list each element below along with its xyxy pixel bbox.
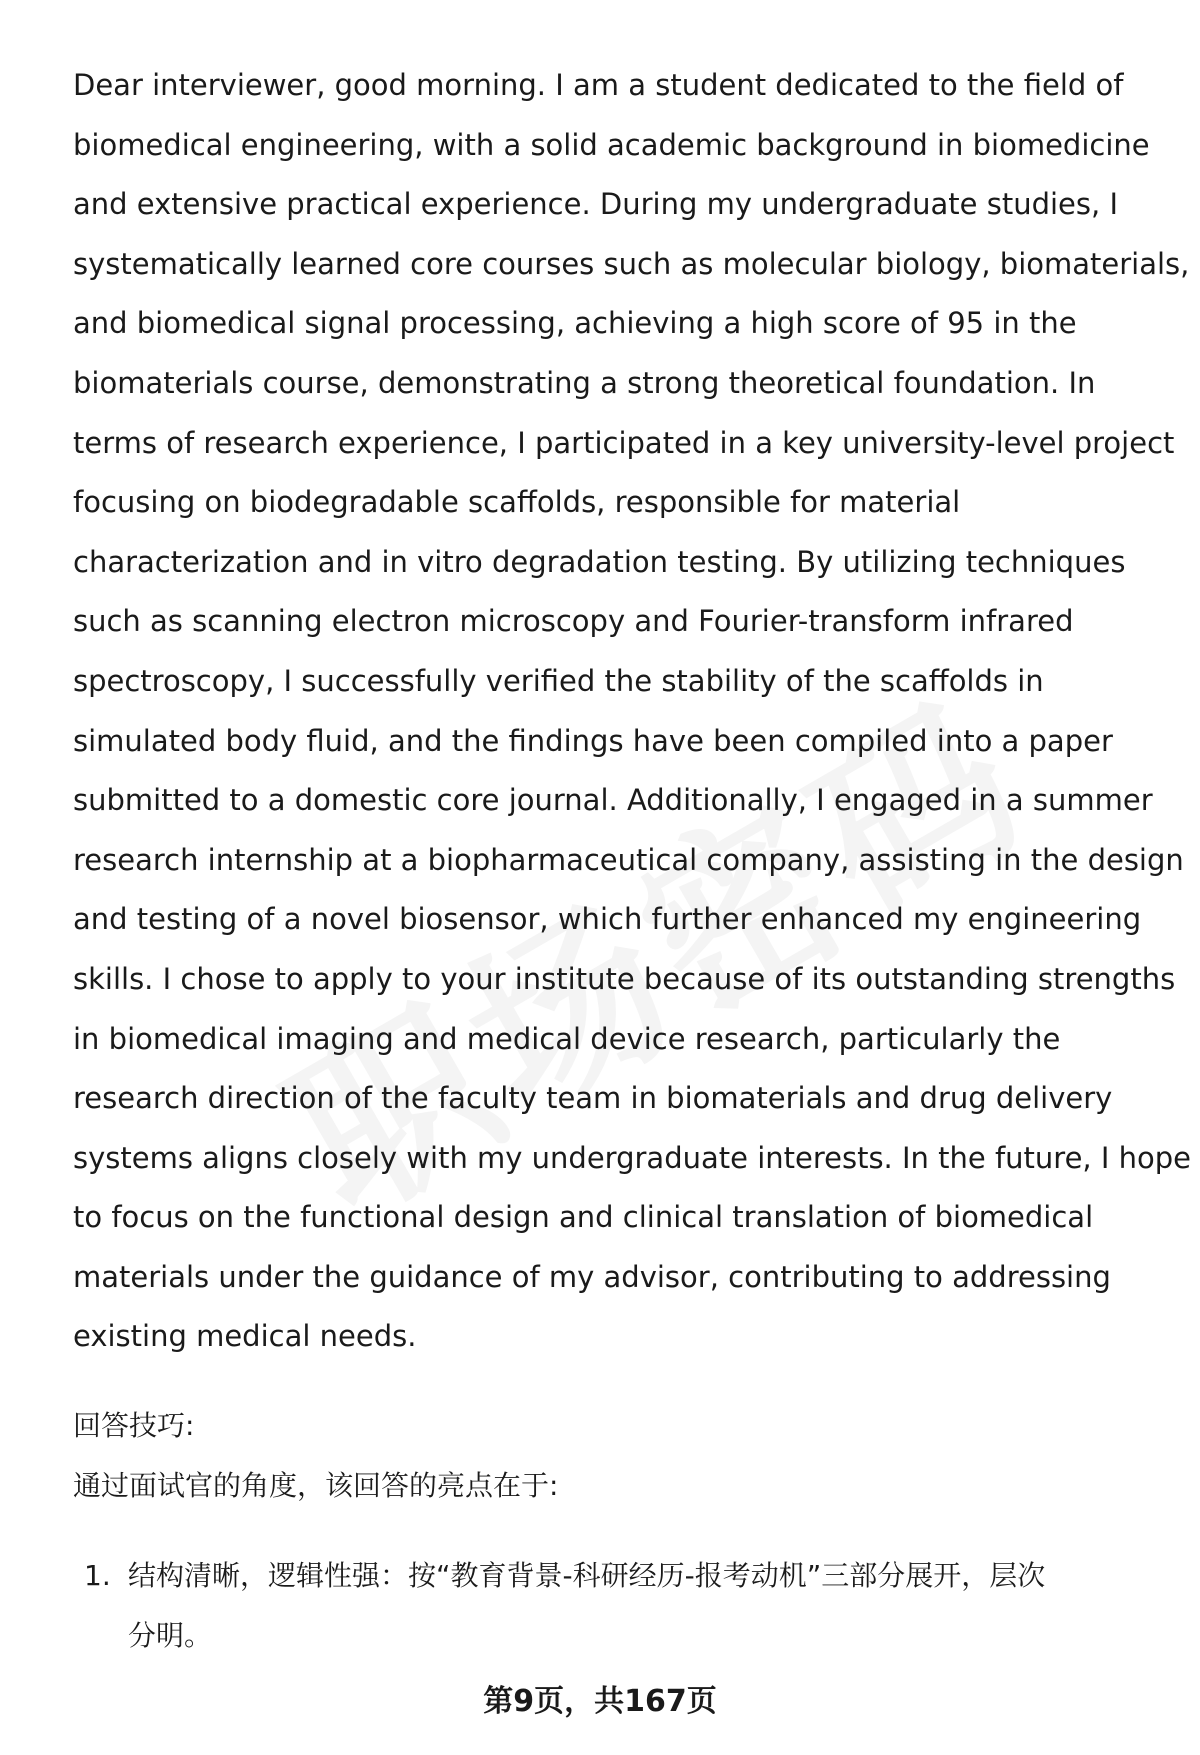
paragraph-line: to focus on the functional design and clinical translation of biomedical bbox=[73, 1200, 1094, 1235]
list-item-line: 结构清晰，逻辑性强：按“教育背景-科研经历-报考动机”三部分展开，层次 bbox=[128, 1559, 1046, 1592]
paragraph-line: characterization and in vitro degradation testing. By utilizing techniques bbox=[73, 544, 1126, 579]
tips-section bbox=[73, 1396, 1163, 1516]
list-item-text bbox=[128, 1546, 1045, 1666]
paragraph-line: submitted to a domestic core journal. Additionally, I engaged in a summer bbox=[73, 783, 1153, 818]
paragraph-line: existing medical needs. bbox=[73, 1319, 417, 1354]
paragraph-line: biomaterials course, demonstrating a strong theoretical foundation. In bbox=[73, 365, 1096, 400]
paragraph-line: and extensive practical experience. During my undergraduate studies, I bbox=[73, 187, 1118, 222]
paragraph-line: systems aligns closely with my undergraduate interests. In the future, I hope bbox=[73, 1140, 1192, 1175]
paragraph-line: such as scanning electron microscopy and Fourier-transform infrared bbox=[73, 604, 1074, 639]
paragraph-line: and biomedical signal processing, achieving a high score of 95 in the bbox=[73, 306, 1077, 341]
paragraph-line: in biomedical imaging and medical device research, particularly the bbox=[73, 1021, 1061, 1056]
list-item-line: 分明。 bbox=[128, 1619, 213, 1652]
list-item-number: 1. bbox=[84, 1559, 111, 1592]
paragraph-line: Dear interviewer, good morning. I am a student dedicated to the field of bbox=[73, 68, 1124, 102]
paragraph-line: research internship at a biopharmaceutical company, assisting in the design bbox=[73, 842, 1184, 877]
paragraph-line: materials under the guidance of my advisor, contributing to addressing bbox=[73, 1259, 1111, 1294]
paragraph-line: systematically learned core courses such as molecular biology, biomaterials, bbox=[73, 246, 1190, 281]
paragraph-line: and testing of a novel biosensor, which further enhanced my engineering bbox=[73, 902, 1142, 937]
paragraph-line: spectroscopy, I successfully verified the stability of the scaffolds in bbox=[73, 663, 1044, 698]
tips-heading: 回答技巧: bbox=[73, 1409, 195, 1442]
paragraph-line: skills. I chose to apply to your institute because of its outstanding strengths bbox=[73, 961, 1176, 996]
highlights-list bbox=[84, 1546, 1164, 1666]
answer-paragraph bbox=[73, 56, 1192, 1367]
page-number: 第9页，共167页 bbox=[483, 1684, 717, 1719]
paragraph-line: focusing on biodegradable scaffolds, responsible for material bbox=[73, 485, 961, 520]
paragraph-line: terms of research experience, I participated in a key university-level project bbox=[73, 425, 1175, 460]
list-item bbox=[84, 1546, 1164, 1666]
paragraph-line: biomedical engineering, with a solid academic background in biomedicine bbox=[73, 127, 1150, 162]
tips-intro: 通过面试官的角度，该回答的亮点在于: bbox=[73, 1469, 559, 1502]
paragraph-line: research direction of the faculty team in biomaterials and drug delivery bbox=[73, 1081, 1113, 1116]
paragraph-line: simulated body fluid, and the findings have been compiled into a paper bbox=[73, 723, 1113, 758]
